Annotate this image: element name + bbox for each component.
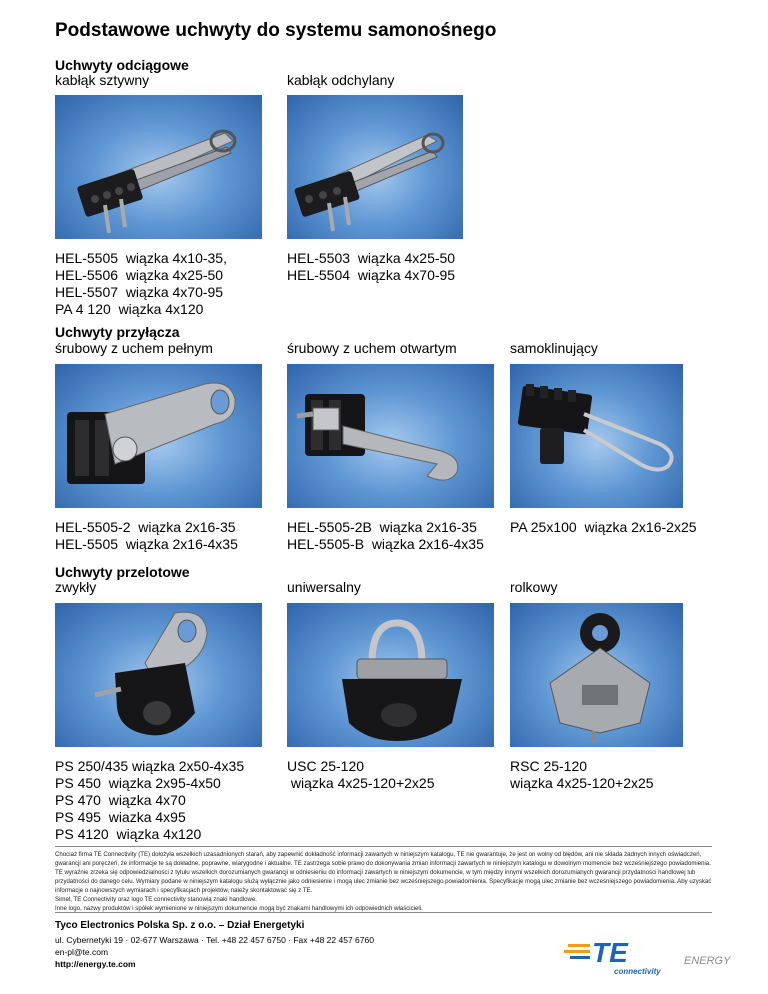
suspension-clamp-universal-photo bbox=[287, 603, 494, 747]
disclaimer-trademarks: Simel, TE Connectivity oraz logo TE connectivity stanowią znaki handlowe. bbox=[55, 896, 257, 903]
codes-open-hook: HEL-5505-2B wiązka 2x16-35 HEL-5505-B wiązka 2x16-4x35 bbox=[287, 519, 484, 552]
disclaimer-other-trademarks: Inne logo, nazwy produktów i spółek wymienione w niniejszym dokumencie mogą być znakami handlowymi ich odpowiednich właścicieli. bbox=[55, 905, 423, 912]
suspension-clamp-standard-photo bbox=[55, 603, 262, 747]
footer-company: Tyco Electronics Polska Sp. z o.o. – Dział Energetyki bbox=[55, 920, 305, 931]
footer-address: ul. Cybernetyki 19 · 02-677 Warszawa · Tel. +48 22 457 6750 · Fax +48 22 457 6760 bbox=[55, 935, 374, 945]
subtitle-roller: rolkowy bbox=[510, 579, 558, 595]
subtitle-self-wedging: samoklinujący bbox=[510, 340, 598, 356]
disclaimer-top-divider bbox=[55, 846, 712, 847]
codes-roller: RSC 25-120 wiązka 4x25-120+2x25 bbox=[510, 758, 654, 791]
service-clamp-closed-eye-photo bbox=[55, 364, 262, 508]
logo-tagline: connectivity bbox=[614, 967, 661, 976]
disclaimer bbox=[55, 850, 715, 913]
section-heading-przylacza: Uchwyty przyłącza bbox=[55, 324, 180, 340]
subtitle-standard: zwykły bbox=[55, 579, 97, 595]
subtitle-universal: uniwersalny bbox=[287, 579, 361, 595]
codes-standard: PS 250/435 wiązka 2x50-4x35 PS 450 wiązka 2x95-4x50 PS 470 wiązka 4x70 PS 495 wiazka 4x95 PS 4120 wiązka 4x120 bbox=[55, 758, 245, 842]
logo-mark: TE bbox=[592, 937, 628, 968]
section-heading-przelotowe: Uchwyty przelotowe bbox=[55, 564, 190, 580]
logo-division: ENERGY bbox=[684, 955, 731, 967]
suspension-clamp-roller-photo bbox=[510, 603, 683, 747]
section-heading-odciagowe: Uchwyty odciągowe bbox=[55, 57, 189, 73]
footer-url[interactable]: http://energy.te.com bbox=[55, 959, 136, 969]
te-connectivity-energy-logo bbox=[562, 930, 742, 980]
codes-swing-bail: HEL-5503 wiązka 4x25-50 HEL-5504 wiązka 4x70-95 bbox=[287, 250, 456, 283]
subtitle-rigid-bail: kabłąk sztywny bbox=[55, 72, 150, 88]
disclaimer-paragraph: Chociaż firma TE Connectivity (TE) dołożyła wszelkich uzasadnionych starań, aby zapewnić dokładność informacji zawartych w niniejszym katalogu, TE nie gwarantuje, że jest on wolny od błędów, ani nie składa żadnych innych oświadczeń, gwarancji ani poręczeń, że informacje te są dokładne, poprawne, wiarygodne i aktualne. TE zastrzega sobie prawo do dokonywania zmian informacji zawartych w niniejszym katalogu w dowolnym momencie bez wcześniejszego powiadomienia. TE wyraźnie zrzeka się odpowiedzialności z tytułu wszelkich dorozumianych gwarancji w odniesieniu do informacji zawartych w niniejszym dokumencie, w tym między innymi wszelkich dorozumianych gwarancji przydatności handlowej lub przydatności do danego celu. Wymiary podane w niniejszym katalogu służą wyłącznie jako odniesienie i mogą ulec zmianie bez wcześniejszego powiadomienia. Specyfikacje mogą ulec zmianie bez wcześniejszego powiadomienia. Aby uzyskać informacje o najnowszych wymiarach i specyfikacjach projektów, należy skontaktować się z TE. bbox=[55, 851, 712, 894]
footer-email[interactable]: en-pl@te.com bbox=[55, 947, 109, 957]
subtitle-open-hook: śrubowy z uchem otwartym bbox=[287, 340, 457, 356]
service-clamp-open-hook-photo bbox=[287, 364, 494, 508]
subtitle-closed-eye: śrubowy z uchem pełnym bbox=[55, 340, 213, 356]
codes-self-wedging: PA 25x100 wiązka 2x16-2x25 bbox=[510, 519, 697, 535]
codes-closed-eye: HEL-5505-2 wiązka 2x16-35 HEL-5505 wiązka 2x16-4x35 bbox=[55, 519, 238, 552]
tension-clamp-rigid-bail-photo bbox=[55, 95, 262, 239]
codes-universal: USC 25-120 wiązka 4x25-120+2x25 bbox=[287, 758, 435, 791]
disclaimer-bottom-divider bbox=[55, 912, 712, 913]
codes-rigid-bail: HEL-5505 wiązka 4x10-35, HEL-5506 wiązka 4x25-50 HEL-5507 wiązka 4x70-95 PA 4 120 wiązka 4x120 bbox=[55, 250, 227, 317]
tension-clamp-swing-bail-photo bbox=[287, 95, 463, 239]
self-wedging-clamp-photo bbox=[510, 364, 683, 508]
page-title: Podstawowe uchwyty do systemu samonośnego bbox=[55, 20, 497, 41]
subtitle-swing-bail: kabłąk odchylany bbox=[287, 72, 395, 88]
